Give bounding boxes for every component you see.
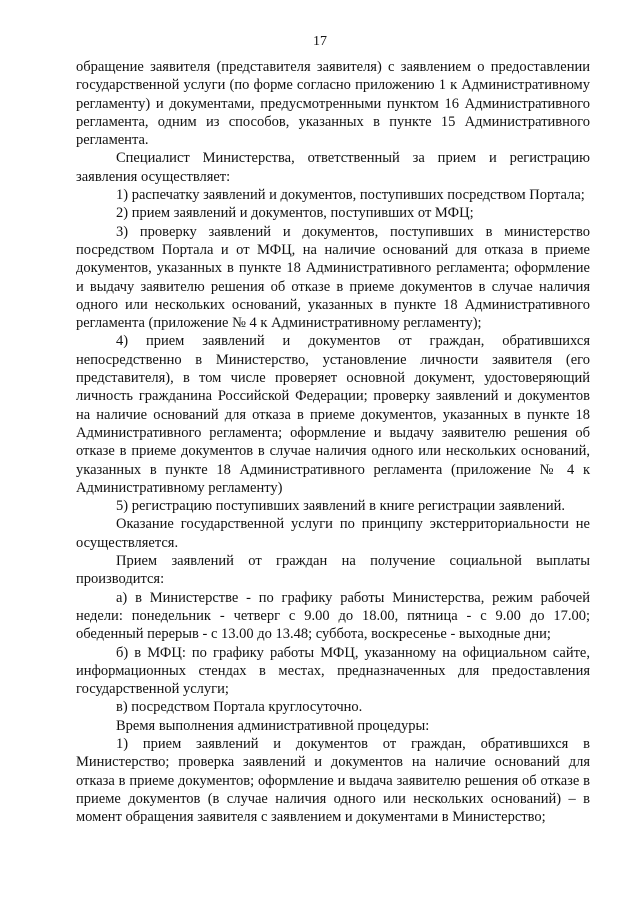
paragraph-timing-item-1: 1) прием заявлений и документов от граждан, обратившихся в Министерство; проверка заявлений и документов на наличие оснований для отказа в приеме документов; оформление и выдача заявителю решения об отказе в приеме документов (в случае наличия одного или нескольких оснований) – в момент обращения заявителя с заявлением и документами в Министерство; (76, 735, 590, 826)
paragraph-item-a: а) в Министерстве - по графику работы Министерства, режим рабочей недели: понедельник - четверг с 9.00 до 18.00, пятница - с 9.00 до 17.00; обеденный перерыв - с 13.00 до 13.48; суббота, воскресенье - выходные дни; (76, 589, 590, 643)
paragraph-reception: Прием заявлений от граждан на получение социальной выплаты производится: (76, 553, 590, 588)
paragraph-item-5: 5) регистрацию поступивших заявлений в книге регистрации заявлений. (116, 498, 565, 515)
page-number: 17 (313, 34, 327, 49)
paragraph-item-1: 1) распечатку заявлений и документов, поступивших посредством Портала; (116, 187, 585, 204)
document-body (76, 58, 590, 826)
paragraph-specialist: Специалист Министерства, ответственный за прием и регистрацию заявления осуществляет: (76, 150, 590, 185)
paragraph-item-b: б) в МФЦ: по графику работы МФЦ, указанному на официальном сайте, информационных стендах в местах, предназначенных для предоставления государственной услуги; (76, 644, 590, 698)
paragraph-intro: обращение заявителя (представителя заявителя) с заявлением о предоставлении государственной услуги (по форме согласно приложению 1 к Административному регламенту) и документами, предусмотренными пунктом 16 Административного регламента, одним из способов, указанных в пункте 15 Административного регламента. (76, 59, 590, 149)
paragraph-item-3: 3) проверку заявлений и документов, поступивших в министерство посредством Портала и от МФЦ, на наличие оснований для отказа в приеме документов, указанных в пункте 18 Административного регламента; оформление и выдачу заявителю решения об отказе в приеме документов в случае наличия одного или нескольких оснований, указанных в пункте 18 Административного регламента (приложение № 4 к Административному регламенту); (76, 223, 590, 332)
paragraph-extraterritoriality: Оказание государственной услуги по принципу экстерриториальности не осуществляется. (76, 516, 590, 551)
paragraph-item-v: в) посредством Портала круглосуточно. (116, 699, 363, 716)
paragraph-item-4: 4) прием заявлений и документов от граждан, обратившихся непосредственно в Министерство, установление личности заявителя (его представителя), в том числе проверяет основной документ, удостоверяющий личность гражданина Российской Федерации; проверку заявлений и документов на наличие оснований для отказа в приеме документов, указанных в пункте 18 Административного регламента; оформление и выдачу заявителю решения об отказе в приеме документов в случае наличия одного или нескольких оснований, указанных в пункте 18 Административного регламента (приложение № 4 к Административному регламенту) (76, 333, 590, 496)
paragraph-item-2: 2) прием заявлений и документов, поступивших от МФЦ; (116, 205, 474, 222)
paragraph-timing: Время выполнения административной процедуры: (116, 717, 430, 734)
